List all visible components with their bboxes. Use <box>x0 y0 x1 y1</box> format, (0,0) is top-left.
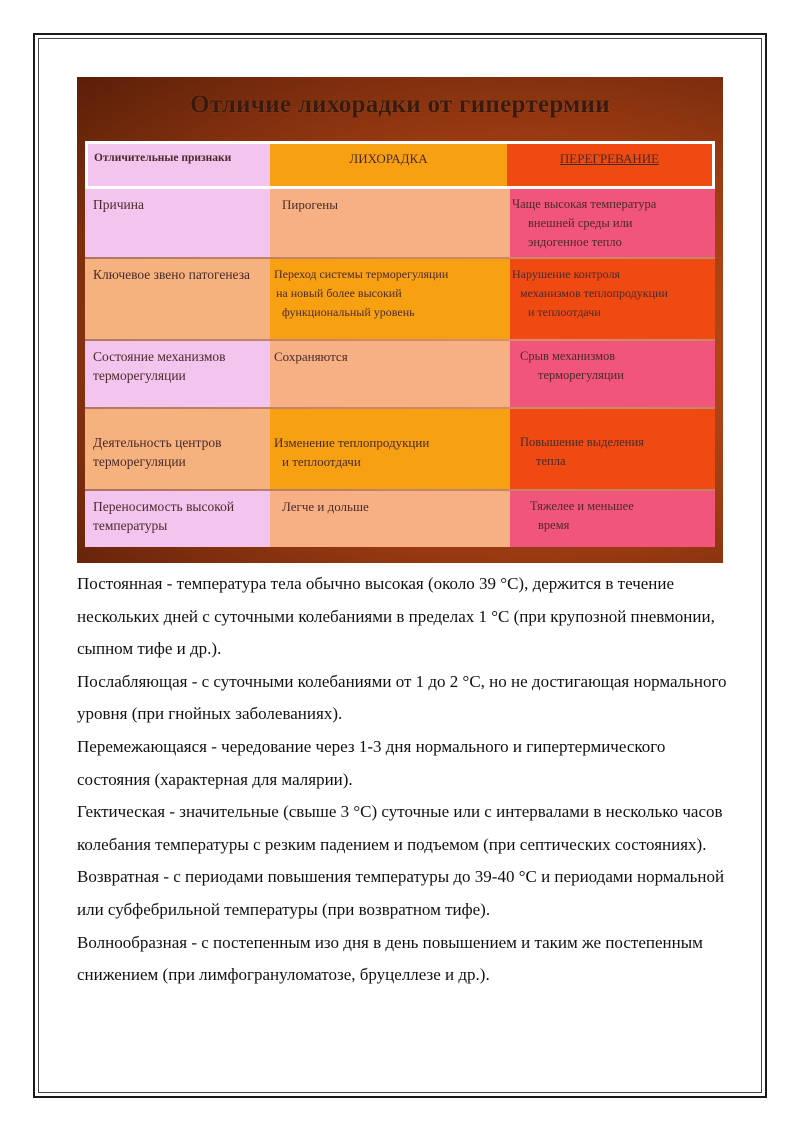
overheating-cell: Срыв механизмов терморегуляции <box>510 341 715 407</box>
header-fever: ЛИХОРАДКА <box>270 144 507 186</box>
fever-types-text <box>77 568 727 992</box>
row-label: Состояние механизмов терморегуляции <box>85 341 270 407</box>
overheating-cell: Нарушение контроля механизмов теплопродукции и теплоотдачи <box>510 259 715 339</box>
row-label: Ключевое звено патогенеза <box>85 259 270 339</box>
table-row <box>85 491 715 547</box>
header-overheating: ПЕРЕГРЕВАНИЕ <box>507 144 712 186</box>
fever-cell: Легче и дольше <box>270 491 510 547</box>
slide-title: Отличие лихорадки от гипертермии <box>190 91 610 118</box>
overheating-cell: Чаще высокая температура внешней среды или эндогенное тепло <box>510 189 715 257</box>
paragraph-hectic: Гектическая - значительные (свыше 3 °С) суточные или с интервалами в несколько часов колебания температуры с резким падением и подъемом (при септических состояниях). <box>77 802 723 854</box>
header-features: Отличительные признаки <box>88 144 270 186</box>
fever-cell: Сохраняются <box>270 341 510 407</box>
fever-cell: Переход системы терморегуляции на новый более высокий функциональный уровень <box>270 259 510 339</box>
table-row <box>85 341 715 407</box>
table-header-row <box>85 141 715 189</box>
paragraph-intermittent: Перемежающаяся - чередование через 1-3 дня нормального и гипертермического состояния (характерная для малярии). <box>77 736 666 789</box>
paragraph-undulant: Волнообразная - с постепенным изо дня в день повышением и таким же постепенным снижением (при лимфогрануломатозе, бруцеллезе и др.). <box>77 932 703 985</box>
paragraph-relapsing: Возвратная - с периодами повышения температуры до 39-40 °С и периодами нормальной или субфебрильной температуры (при возвратном тифе). <box>77 867 725 919</box>
overheating-cell: Тяжелее и меньшее время <box>510 491 715 547</box>
paragraph-constant: Постоянная - температура тела обычно высокая (около 39 °С), держится в течение нескольких дней с суточными колебаниями в пределах 1 °С (при крупозной пневмонии, сыпном тифе и др.). <box>77 574 715 659</box>
table-row <box>85 409 715 489</box>
table-row <box>85 189 715 257</box>
row-label: Причина <box>85 189 270 257</box>
overheating-cell: Повышение выделения тепла <box>510 409 715 489</box>
row-label: Переносимость высокой температуры <box>85 491 270 547</box>
table-row <box>85 259 715 339</box>
fever-cell: Пирогены <box>270 189 510 257</box>
fever-cell: Изменение теплопродукции и теплоотдачи <box>270 409 510 489</box>
row-label: Деятельность центров терморегуляции <box>85 409 270 489</box>
paragraph-remittent: Послабляющая - с суточными колебаниями от 1 до 2 °С, но не достигающая нормального уровня (при гнойных заболеваниях). <box>77 671 727 724</box>
comparison-table <box>85 141 715 547</box>
comparison-slide-image <box>77 77 723 563</box>
